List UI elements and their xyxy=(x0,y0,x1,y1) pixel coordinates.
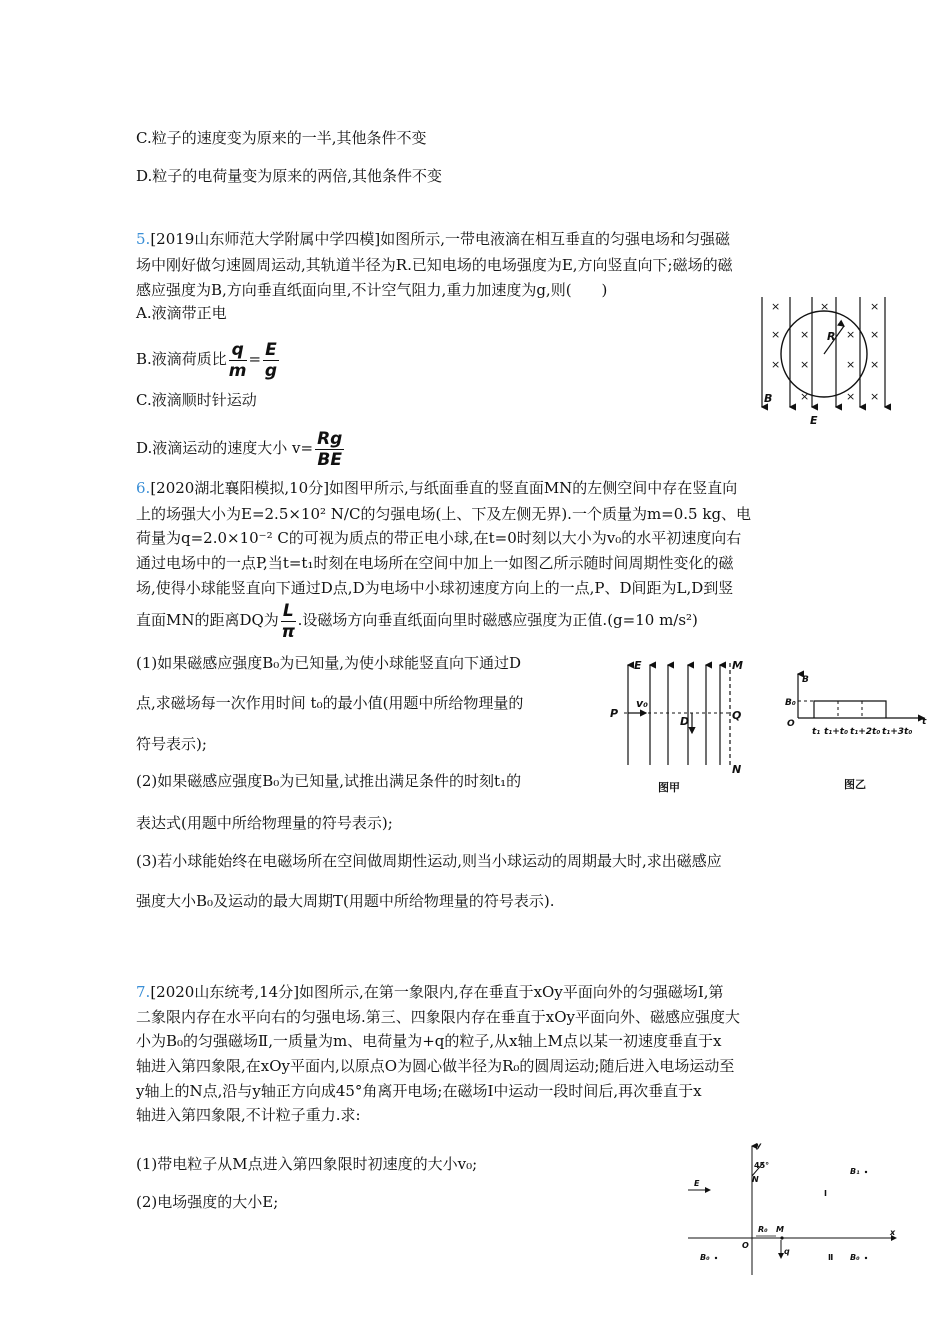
q6-part1-line3: 符号表示); xyxy=(136,735,207,753)
svg-text:图乙: 图乙 xyxy=(844,778,866,791)
q5-option-a: A.液滴带正电 xyxy=(136,304,227,322)
q7-stem-line1: 7.[2020山东统考,14分]如图所示,在第一象限内,存在垂直于xOy平面向外的匀强磁场Ⅰ,第 xyxy=(136,983,724,1001)
svg-text:y: y xyxy=(756,1141,762,1150)
svg-text:×: × xyxy=(771,328,781,341)
label-r: R xyxy=(827,330,836,343)
q6-stem-line4: 通过电场中的一点P,当t=t₁时刻在电场所在空间中加上一如图乙所示随时间周期性变化的磁 xyxy=(136,554,734,572)
svg-text:×: × xyxy=(870,358,880,371)
q6-part1-line2: 点,求磁场每一次作用时间 t₀的最小值(用题中所给物理量的 xyxy=(136,694,524,712)
q6-part2-line2: 表达式(用题中所给物理量的符号表示); xyxy=(136,814,393,832)
q6-stem-line1: 6.[2020湖北襄阳模拟,10分]如图甲所示,与纸面垂直的竖直面MN的左侧空间中存在竖直向 xyxy=(136,479,738,497)
svg-text:×: × xyxy=(870,300,880,313)
svg-text:×: × xyxy=(800,390,810,403)
b-pulse xyxy=(814,701,886,718)
svg-text:t₁+t₀: t₁+t₀ xyxy=(824,727,849,737)
svg-text:t₁+3t₀: t₁+3t₀ xyxy=(882,727,913,737)
q5-number: 5. xyxy=(136,230,151,248)
q6-part2-line1: (2)如果磁感应强度B₀为已知量,试推出满足条件的时刻t₁的 xyxy=(136,772,522,790)
svg-text:M: M xyxy=(776,1225,784,1234)
q6-part3-line1: (3)若小球能始终在电磁场所在空间做周期性运动,则当小球运动的周期最大时,求出磁感应 xyxy=(136,852,722,870)
q6-part1-line1: (1)如果磁感应强度B₀为已知量,为使小球能竖直向下通过D xyxy=(136,654,522,672)
q6-stem-line6: 直面MN的距离DQ为 $\frac{L}{\pi}$ .设磁场方向垂直纸面向里时磁感应强度为正值.(g=10 m/s²) xyxy=(136,600,698,642)
q4-option-d: D.粒子的电荷量变为原来的两倍,其他条件不变 xyxy=(136,167,443,185)
svg-text:×: × xyxy=(846,328,856,341)
svg-text:O: O xyxy=(742,1241,749,1250)
svg-text:×: × xyxy=(870,390,880,403)
q5-option-d: D.液滴运动的速度大小 v= $\frac{Rg}{BE}$ xyxy=(136,428,343,470)
svg-text:Ⅱ: Ⅱ xyxy=(828,1253,834,1262)
svg-text:O: O xyxy=(787,719,795,729)
svg-text:Q: Q xyxy=(732,709,742,722)
svg-text:×: × xyxy=(846,390,856,403)
svg-text:N: N xyxy=(752,1175,759,1184)
q7-stem-line5: y轴上的N点,沿与y轴正方向成45°角离开电场;在磁场Ⅰ中运动一段时间后,再次垂直于x xyxy=(136,1082,702,1100)
svg-text:D: D xyxy=(680,715,690,728)
q6-stem-line5: 场,使得小球能竖直向下通过D点,D为电场中小球初速度方向上的一点,P、D间距为L,D到竖 xyxy=(136,579,734,597)
svg-text:P: P xyxy=(610,707,619,720)
svg-text:t₁: t₁ xyxy=(812,727,821,737)
q6-figure-b xyxy=(782,668,932,795)
q6-figure-a xyxy=(608,655,768,795)
svg-text:N: N xyxy=(732,763,742,776)
svg-text:R₀: R₀ xyxy=(758,1225,768,1234)
q7-stem-line2: 二象限内存在水平向右的匀强电场.第三、四象限内存在垂直于xOy平面向外、磁感应强度大 xyxy=(136,1008,741,1026)
svg-text:图甲: 图甲 xyxy=(658,781,680,794)
svg-text:q: q xyxy=(784,1247,790,1256)
label-b: B xyxy=(764,392,773,405)
label-e: E xyxy=(810,414,818,427)
q7-part2: (2)电场强度的大小E; xyxy=(136,1193,279,1211)
fraction-q-m: $\frac{q}{m}$ xyxy=(228,339,247,381)
svg-text:Ⅰ: Ⅰ xyxy=(824,1189,827,1198)
svg-text:x: x xyxy=(890,1228,896,1237)
q5-option-b: B.液滴荷质比 $\frac{q}{m}$ = $\frac{E}{g}$ xyxy=(136,339,277,381)
svg-text:B₀: B₀ xyxy=(850,1253,860,1262)
q5-stem-line2: 场中刚好做匀速圆周运动,其轨道半径为R.已知电场的电场强度为E,方向竖直向下;磁场的磁 xyxy=(136,256,733,274)
q5-stem-line3: 感应强度为B,方向垂直纸面向里,不计空气阻力,重力加速度为g,则( ) xyxy=(136,281,608,299)
svg-text:×: × xyxy=(820,300,830,313)
svg-text:×: × xyxy=(870,328,880,341)
svg-text:B₀: B₀ xyxy=(785,698,796,708)
svg-text:E: E xyxy=(694,1179,700,1188)
q6-stem-line3: 荷量为q=2.0×10⁻² C的可视为质点的带正电小球,在t=0时刻以大小为v₀的水平初速度向右 xyxy=(136,529,742,547)
svg-text:×: × xyxy=(846,358,856,371)
q6-stem-line2: 上的场强大小为E=2.5×10² N/C的匀强电场(上、下及左侧无界).一个质量为m=0.5 kg、电 xyxy=(136,505,752,523)
svg-text:×: × xyxy=(771,358,781,371)
svg-text:t: t xyxy=(922,717,927,727)
svg-text:×: × xyxy=(800,358,810,371)
q6-part3-line2: 强度大小B₀及运动的最大周期T(用题中所给物理量的符号表示). xyxy=(136,892,555,910)
q5-option-c: C.液滴顺时针运动 xyxy=(136,391,257,409)
q7-coordinate-figure xyxy=(684,1140,904,1280)
fraction-l-pi: $\frac{L}{\pi}$ xyxy=(281,600,295,642)
svg-text:×: × xyxy=(771,300,781,313)
q7-stem-line6: 轴进入第四象限,不计粒子重力.求: xyxy=(136,1106,361,1124)
svg-text:E: E xyxy=(634,659,642,672)
q7-number: 7. xyxy=(136,983,151,1001)
q4-option-c: C.粒子的速度变为原来的一半,其他条件不变 xyxy=(136,129,427,147)
q5-stem-line1: 5.[2019山东师范大学附属中学四模]如图所示,一带电液滴在相互垂直的匀强电场和匀强磁 xyxy=(136,230,730,248)
fraction-e-g: $\frac{E}{g}$ xyxy=(264,339,277,381)
q7-stem-line3: 小为B₀的匀强磁场Ⅱ,一质量为m、电荷量为+q的粒子,从x轴上M点以某一初速度垂直于x xyxy=(136,1032,722,1050)
svg-text:v₀: v₀ xyxy=(636,697,648,710)
svg-text:B₀: B₀ xyxy=(700,1253,710,1262)
svg-text:×: × xyxy=(800,328,810,341)
q6-number: 6. xyxy=(136,479,151,497)
q7-part1: (1)带电粒子从M点进入第四象限时初速度的大小v₀; xyxy=(136,1155,478,1173)
svg-text:B₁: B₁ xyxy=(850,1167,860,1176)
svg-text:M: M xyxy=(732,659,743,672)
svg-text:B: B xyxy=(802,675,809,685)
svg-text:45°: 45° xyxy=(754,1161,770,1170)
fraction-rg-be: $\frac{Rg}{BE}$ xyxy=(317,428,343,470)
q7-stem-line4: 轴进入第四象限,在xOy平面内,以原点O为圆心做半径为R₀的圆周运动;随后进入电场运动至 xyxy=(136,1057,735,1075)
svg-text:t₁+2t₀: t₁+2t₀ xyxy=(850,727,881,737)
q5-field-figure xyxy=(750,292,895,432)
